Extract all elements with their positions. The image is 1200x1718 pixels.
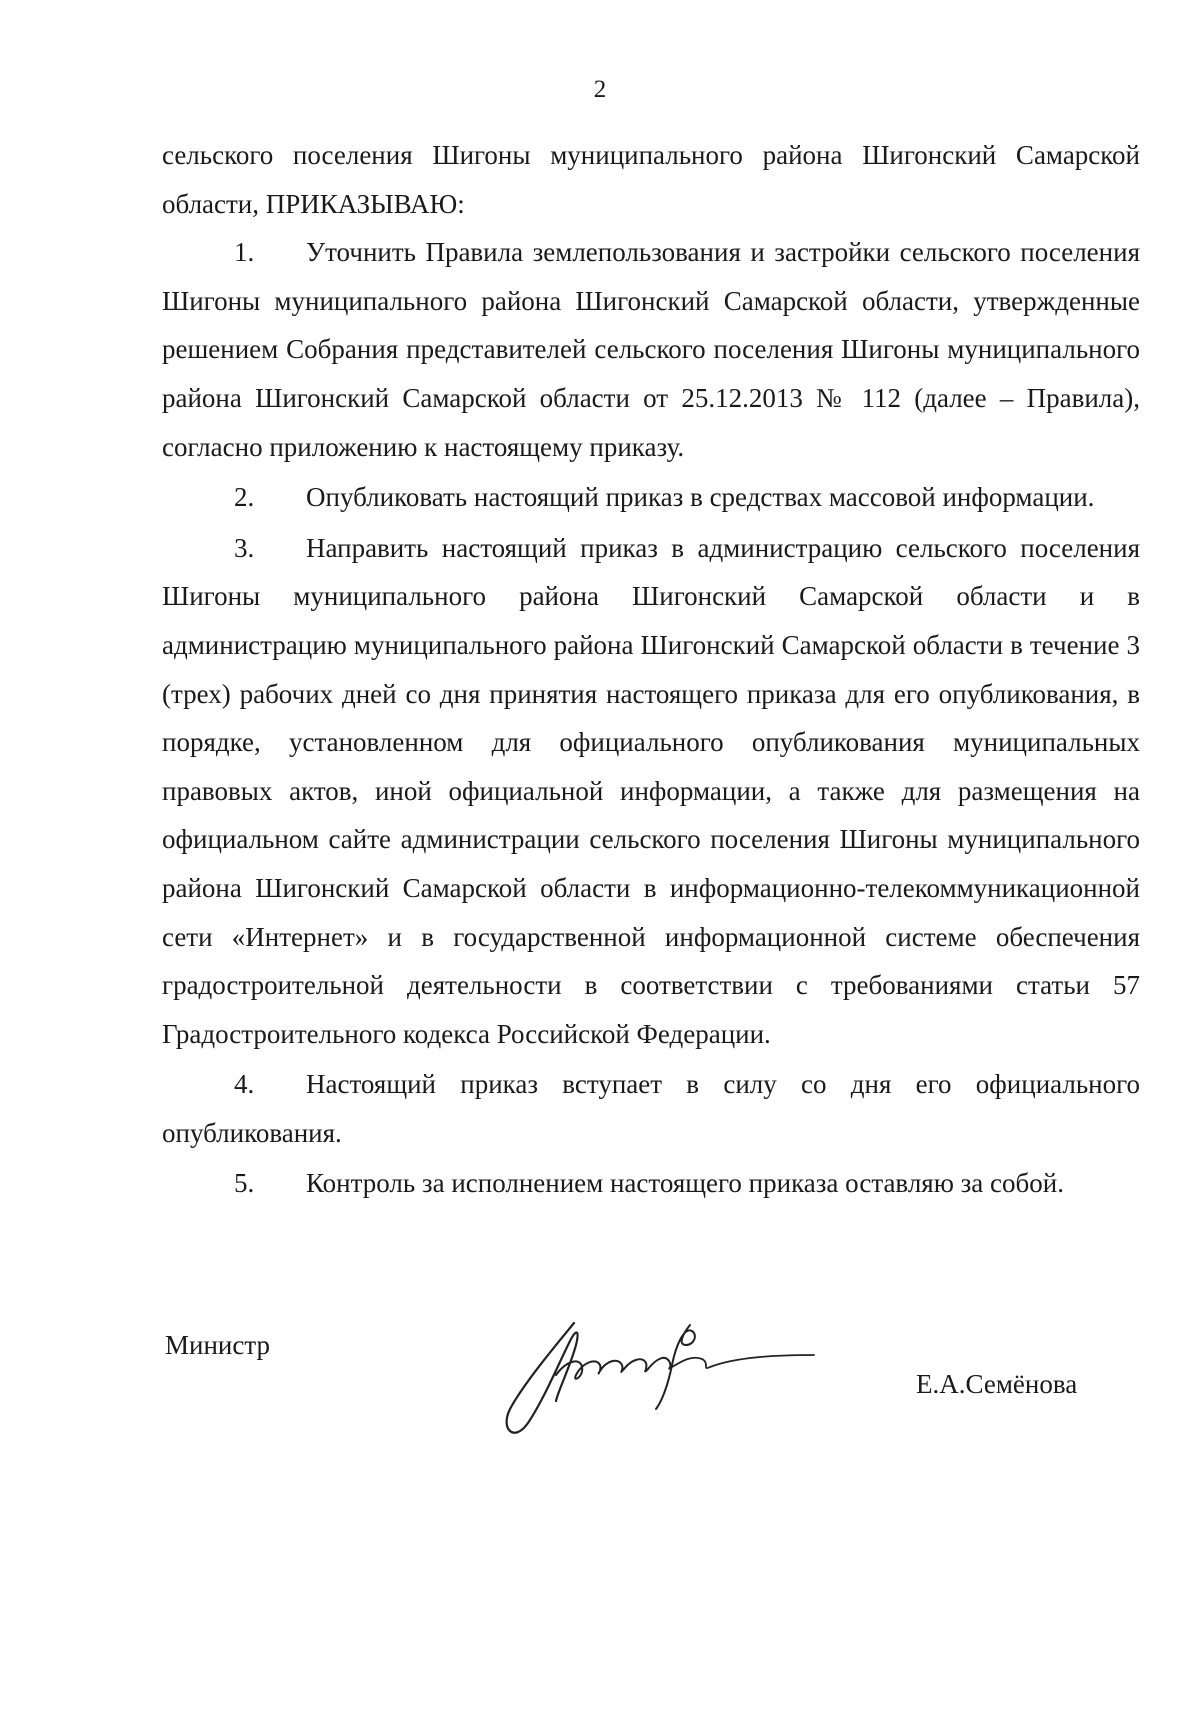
order-item-text: Контроль за исполнением настоящего приказа оставляю за собой. (306, 1168, 1064, 1199)
order-item-text: Опубликовать настоящий приказ в средствах массовой информации. (306, 482, 1095, 513)
order-item-text: Направить настоящий приказ в администрацию сельского поселения Шигоны муниципального района Шигонский Самарской области и в администрацию муниципального района Шигонский Самарской области в течение 3 (трех) рабочих дней со дня принятия настоящего приказа для его опубликования, в порядке, установленном для официального опубликования муниципальных правовых актов, иной официальной информации, а также для размещения на официальном сайте администрации сельского поселения Шигоны муниципального района Шигонский Самарской области в информационно-телекоммуникационной сети «Интернет» и в государственной информационной системе обеспечения градостроительной деятельности в соответствии с требованиями статьи 57 Градостроительного кодекса Российской Федерации. (162, 532, 1140, 1049)
order-item-number: 5. (234, 1168, 255, 1199)
page-number: 2 (593, 76, 607, 103)
order-item-2 (162, 473, 1140, 522)
signatory-name: Е.А.Семёнова (916, 1369, 1078, 1399)
order-item-4 (162, 1060, 1140, 1157)
order-item-1 (162, 228, 1140, 471)
intro-paragraph: сельского поселения Шигоны муниципального района Шигонский Самарской области, ПРИКАЗЫВАЮ: (162, 140, 1140, 219)
signatory-role: Министр (165, 1330, 270, 1360)
order-item-number: 3. (234, 532, 255, 563)
order-item-text: Настоящий приказ вступает в силу со дня его официального опубликования. (162, 1069, 1140, 1148)
order-body (162, 131, 1140, 1208)
order-item-3 (162, 524, 1140, 1059)
handwritten-signature (496, 1305, 836, 1445)
order-item-5 (162, 1159, 1140, 1208)
order-item-number: 4. (234, 1069, 255, 1100)
order-item-number: 1. (234, 237, 255, 268)
order-item-number: 2. (234, 482, 255, 513)
order-item-text: Уточнить Правила землепользования и застройки сельского поселения Шигоны муниципального района Шигонский Самарской области, утвержденные решением Собрания представителей сельского поселения Шигоны муниципального района Шигонский Самарской области от 25.12.2013 № 112 (далее – Правила), согласно приложению к настоящему приказу. (162, 237, 1140, 462)
